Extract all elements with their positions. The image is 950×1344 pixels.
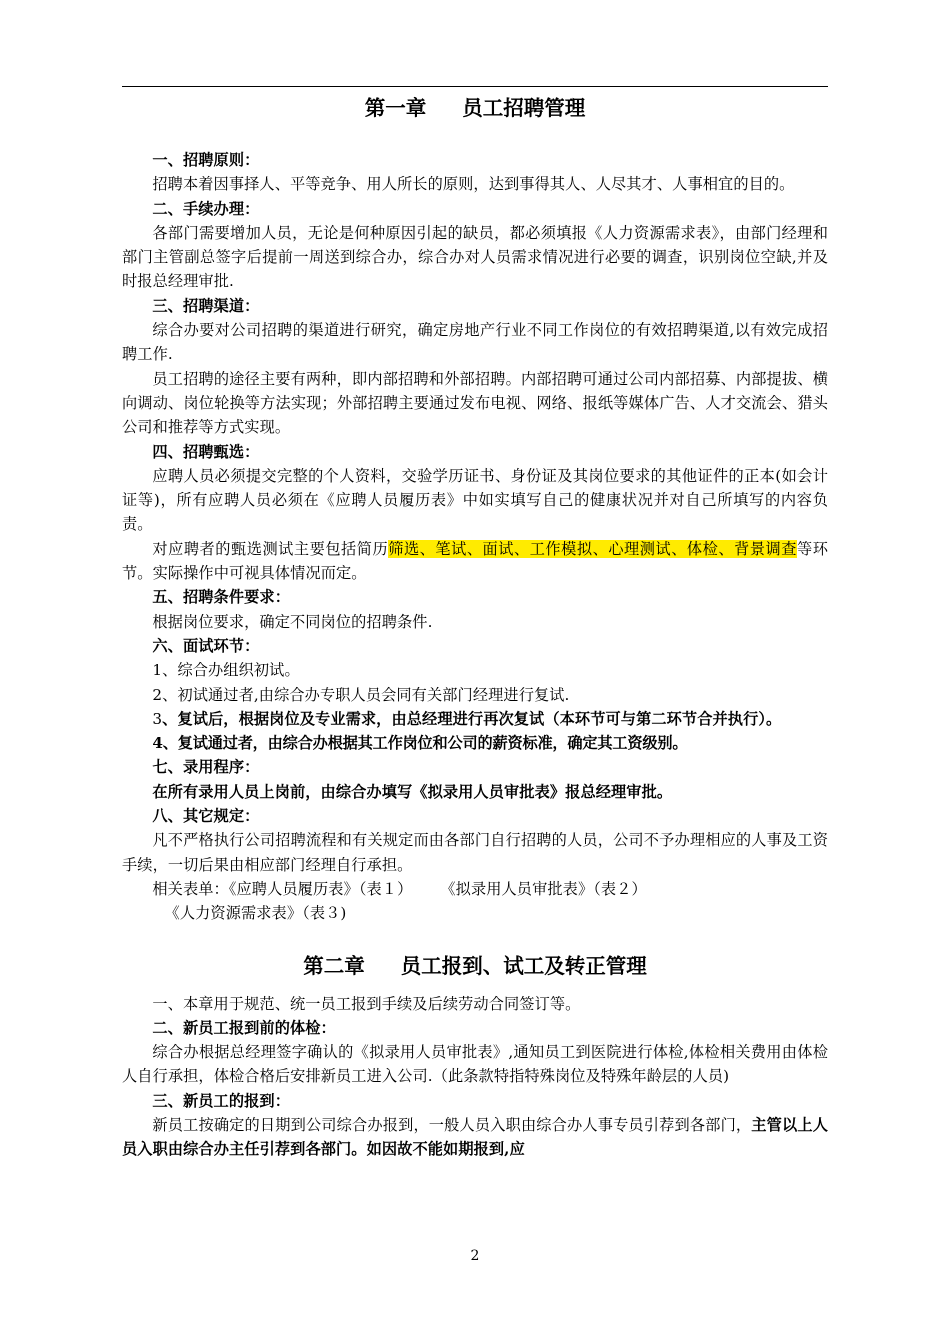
text-span: 对应聘者的甄选测试主要包括简历	[152, 539, 389, 558]
section-heading: 二、新员工报到前的体检：	[152, 1018, 336, 1037]
section-heading: 三、新员工的报到：	[152, 1091, 290, 1110]
section-heading: 八、其它规定：	[152, 807, 260, 826]
section-heading: 五、招聘条件要求：	[152, 588, 290, 607]
chapter-2-title	[122, 946, 828, 986]
highlighted-text: 筛选、笔试、面试、工作模拟、心理测试、体检、背景调查	[388, 539, 797, 558]
page-number: 2	[470, 1248, 480, 1264]
paragraph: 员工招聘的途径主要有两种，即内部招聘和外部招聘。内部招聘可通过公司内部招募、内部提拔、横向调动、岗位轮换等方法实现；外部招聘主要通过发布电视、网络、报纸等媒体广告、人才交流会、猎头公司和推荐等方式实现。	[122, 369, 828, 437]
list-item	[122, 707, 828, 731]
document-page	[122, 88, 828, 1162]
section-heading: 四、招聘甄选：	[152, 442, 260, 461]
paragraph	[122, 537, 828, 586]
list-item: 2、初试通过者,由综合办专职人员会同有关部门经理进行复试.	[152, 685, 570, 704]
paragraph: 根据岗位要求，确定不同岗位的招聘条件.	[152, 612, 433, 631]
section-heading: 六、面试环节：	[152, 636, 260, 655]
paragraph: 在所有录用人员上岗前，由综合办填写《拟录用人员审批表》报总经理审批。	[152, 782, 673, 801]
section-heading: 三、招聘渠道：	[152, 296, 260, 315]
related-forms-label: 相关表单：	[152, 879, 229, 898]
paragraph: 招聘本着因事择人、平等竞争、用人所长的原则，达到事得其人、人尽其才、人事相宜的目的。	[152, 175, 795, 194]
chapter-1-name: 员工招聘管理	[462, 96, 586, 120]
header-rule	[122, 86, 828, 87]
bold-text: 、复试后，根据岗位及专业需求，由总经理进行再次复试（本环节可与第二环节合并执行）。	[162, 709, 782, 728]
paragraph: 应聘人员必须提交完整的个人资料，交验学历证书、身份证及其岗位要求的其他证件的正本(如会计证等)，所有应聘人员必须在《应聘人员履历表》中如实填写自己的健康状况并对自己所填写的内容负责。	[122, 466, 828, 534]
paragraph: 综合办根据总经理签字确认的《拟录用人员审批表》,通知员工到医院进行体检,体检相关费用由体检人自行承担，体检合格后安排新员工进入公司.（此条款特指特殊岗位及特殊年龄层的人员)	[122, 1043, 828, 1086]
bold-text: 主管以上人员入职由综合办主任引荐到各部门。如因故不能如期报到,应	[122, 1115, 828, 1159]
section-heading: 一、招聘原则：	[152, 151, 260, 169]
list-item: 1、综合办组织初试。	[152, 661, 300, 680]
list-item: 4、复试通过者，由综合办根据其工作岗位和公司的薪资标准，确定其工资级别。	[152, 734, 688, 753]
section-heading: 七、录用程序：	[152, 758, 260, 777]
chapter-2-number: 第二章	[303, 953, 365, 978]
paragraph: 综合办要对公司招聘的渠道进行研究，确定房地产行业不同工作岗位的有效招聘渠道,以有效完成招聘工作.	[122, 321, 828, 364]
paragraph: 凡不严格执行公司招聘流程和有关规定而由各部门自行招聘的人员，公司不予办理相应的人事及工资手续，一切后果由相应部门经理自行承担。	[122, 831, 828, 874]
list-number: 3	[152, 709, 163, 728]
text-span: 等环节。实际操作中可视具体情况而定。	[122, 539, 828, 583]
form-reference: 《人力资源需求表》（表３)	[164, 904, 347, 923]
paragraph: 各部门需要增加人员，无论是何种原因引起的缺员，都必须填报《人力资源需求表》，由部门经理和部门主管副总签字后提前一周送到综合办，综合办对人员需求情况进行必要的调查，识别岗位空缺,并及时报总经理审批.	[122, 223, 828, 291]
chapter-1-title	[122, 88, 828, 128]
paragraph	[122, 1113, 828, 1162]
related-forms	[122, 877, 828, 901]
text-span: 新员工按确定的日期到公司综合办报到，一般人员入职由综合办人事专员引荐到各部门，	[152, 1115, 752, 1134]
related-forms-continued	[122, 901, 828, 925]
form-reference: 《应聘人员履历表》（表１）	[228, 879, 413, 898]
chapter-1-number: 第一章	[364, 96, 427, 120]
chapter-2-name: 员工报到、试工及转正管理	[400, 953, 647, 978]
form-reference: 《拟录用人员审批表》（表２）	[440, 879, 647, 898]
paragraph: 一、本章用于规范、统一员工报到手续及后续劳动合同签订等。	[152, 994, 581, 1013]
section-heading: 二、手续办理：	[152, 199, 260, 218]
